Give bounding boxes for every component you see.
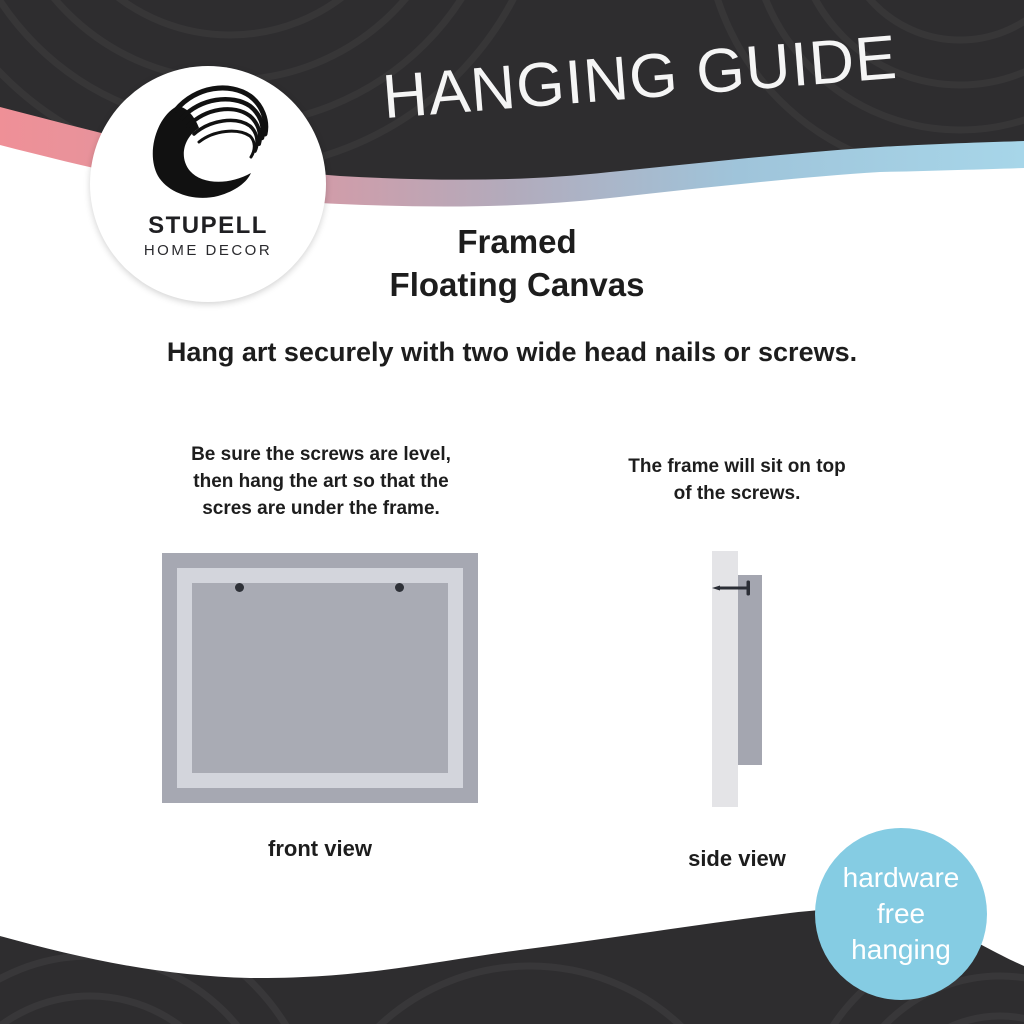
instruction-text: Hang art securely with two wide head nails or screws. (166, 337, 858, 367)
banner-title: HANGING GUIDE (380, 22, 900, 133)
front-view-note-line3: scres are under the frame. (202, 498, 440, 519)
product-title (315, 220, 719, 306)
screw-left-icon (235, 583, 244, 592)
front-view-label: front view (268, 836, 372, 861)
side-view-note-line1: The frame will sit on top (628, 456, 846, 477)
screw-right-icon (395, 583, 404, 592)
side-view-frame-bar (738, 575, 762, 765)
hardware-free-badge (815, 828, 987, 1000)
logo-circle (90, 66, 326, 302)
product-title-line2: Floating Canvas (389, 266, 645, 303)
front-view-note-line2: then hang the art so that the (193, 471, 449, 492)
front-view-diagram (162, 553, 478, 803)
stupell-logo-icon (138, 74, 278, 214)
side-view-note-line2: of the screws. (673, 483, 801, 504)
badge-line3: hanging (851, 934, 951, 965)
frame-canvas (192, 583, 448, 773)
brand-name: STUPELL (148, 212, 268, 239)
product-title-line1: Framed (457, 223, 577, 260)
badge-line1: hardware (842, 862, 960, 893)
front-view-note (140, 441, 502, 522)
badge-line2: free (876, 898, 926, 929)
side-view-note (557, 453, 917, 507)
side-view-label: side view (688, 846, 786, 871)
nail-icon (712, 578, 756, 598)
frame-mat (177, 568, 463, 788)
front-view-note-line1: Be sure the screws are level, (191, 444, 451, 465)
brand-tagline: HOME DECOR (143, 242, 273, 259)
